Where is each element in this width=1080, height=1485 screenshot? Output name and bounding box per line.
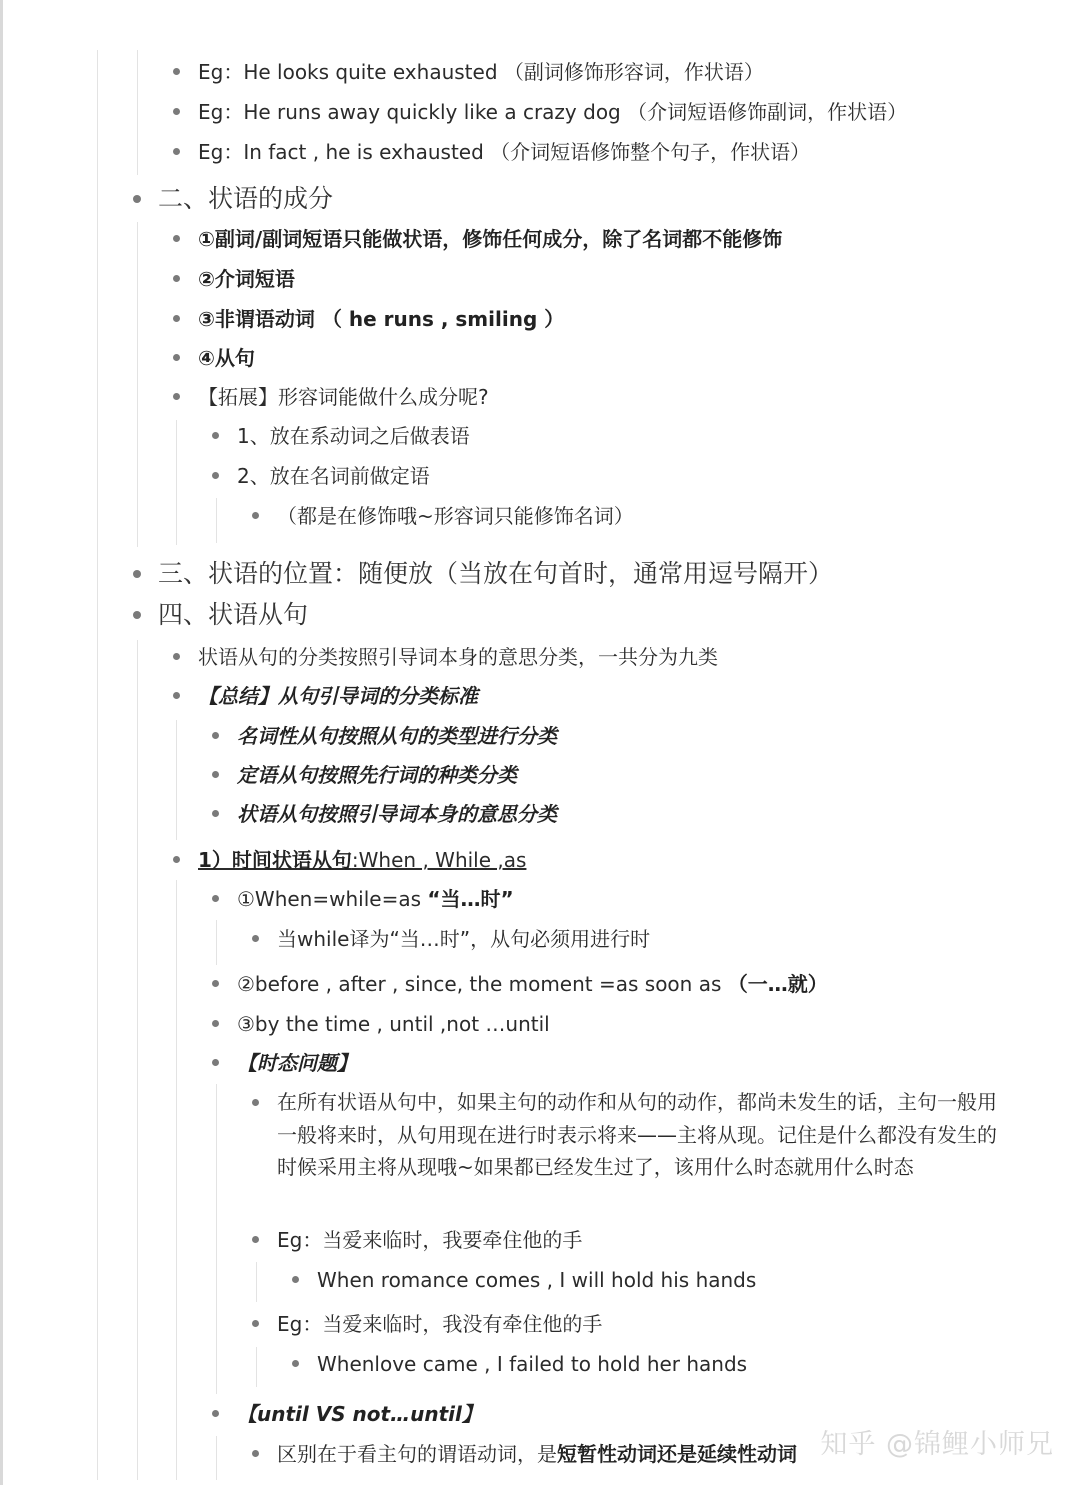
difference-main: 区别在于看主句的谓语动词，是 [277,1442,557,1466]
time-item-bold: “当…时” [427,887,514,911]
bullet-icon [173,148,180,155]
bullet-icon [292,1276,299,1283]
extension-note: （都是在修饰哦~形容词只能修饰名词） [277,504,634,528]
bullet-icon [173,275,180,282]
indent-guide [176,720,177,840]
bullet-icon [252,1320,259,1327]
indent-guide [216,498,217,543]
bullet-icon [212,980,219,987]
bullet-icon [212,1059,219,1066]
summary-item: 名词性从句按照从句的类型进行分类 [237,724,557,748]
time-item-main: ②before , after , since, the moment =as soon as [237,972,728,996]
time-item-note: 当while译为“当…时”，从句必须用进行时 [277,927,651,951]
bullet-icon [212,432,219,439]
bullet-icon [212,810,219,817]
bullet-icon [252,1450,259,1457]
time-item-main: ①When=while=as [237,887,428,911]
section-heading: 二、状语的成分 [158,184,334,213]
tense-title: 【时态问题】 [237,1051,357,1075]
example-line: Eg：当爱来临时，我没有牵住他的手 [277,1312,603,1336]
page-edge [0,0,3,1485]
time-clause-title [198,847,526,873]
time-item: ③by the time , until ,not …until [237,1012,550,1036]
indent-guide [216,920,217,965]
bullet-icon [212,771,219,778]
indent-guide [256,1347,257,1387]
indent-guide [97,50,98,1480]
bullet-icon [133,611,141,619]
difference-bold: 短暂性动词还是延续性动词 [557,1442,797,1466]
extension-label: 【拓展】形容词能做什么成分呢? [198,385,489,409]
example-line: Eg：He runs away quickly like a crazy dog （介词短语修饰副词，作状语） [198,100,908,124]
example-line: Eg：当爱来临时，我要牵住他的手 [277,1228,583,1252]
component-item: ②介词短语 [198,267,295,291]
section-heading: 四、状语从句 [158,600,309,629]
indent-guide [176,880,177,1480]
difference-line [277,1441,797,1467]
indent-guide [216,1084,217,1394]
summary-item: 定语从句按照先行词的种类分类 [237,763,517,787]
summary-title: 【总结】从句引导词的分类标准 [198,684,478,708]
time-item [237,886,514,912]
intro-text: 状语从句的分类按照引导词本身的意思分类，一共分为九类 [198,645,718,669]
bullet-icon [173,653,180,660]
component-item: ③非谓语动词 （ he runs , smiling ） [198,307,565,331]
indent-guide [137,50,138,175]
time-clause-title-rest: :When , While ,as [351,848,527,872]
bullet-icon [292,1360,299,1367]
bullet-icon [133,570,141,578]
component-item: ①副词/副词短语只能做状语，修饰任何成分，除了名词都不能修饰 [198,227,783,251]
bullet-icon [133,195,141,203]
bullet-icon [173,108,180,115]
bullet-icon [252,1099,259,1106]
time-clause-title-bold: 1）时间状语从句 [198,848,352,872]
section-heading: 三、状语的位置：随便放（当放在句首时，通常用逗号隔开） [158,559,834,588]
bullet-icon [173,354,180,361]
time-item [237,971,828,997]
example-line: Eg：He looks quite exhausted （副词修饰形容词，作状语） [198,60,764,84]
bullet-icon [252,1236,259,1243]
indent-guide [256,1262,257,1302]
bullet-icon [212,732,219,739]
bullet-icon [173,692,180,699]
bullet-icon [212,1410,219,1417]
bullet-icon [212,1020,219,1027]
until-title: 【until VS not…until】 [237,1402,482,1426]
bullet-icon [173,235,180,242]
indent-guide [137,640,138,1480]
example-translation: Whenlove came , I failed to hold her hands [317,1352,748,1376]
bullet-icon [173,315,180,322]
example-line: Eg：In fact , he is exhausted （介词短语修饰整个句子，作状语） [198,140,811,164]
bullet-icon [173,68,180,75]
component-item: ④从句 [198,346,255,370]
bullet-icon [252,512,259,519]
bullet-icon [212,472,219,479]
time-item-bold: （一…就） [727,972,828,996]
summary-item: 状语从句按照引导词本身的意思分类 [237,802,557,826]
tense-paragraph: 在所有状语从句中，如果主句的动作和从句的动作，都尚未发生的话，主句一般用一般将来时，从句用现在进行时表示将来——主将从现。记住是什么都没有发生的时候采用主将从现哦~如果都已经发生过了，该用什么时态就用什么时态 [277,1090,997,1179]
indent-guide [176,420,177,545]
bullet-icon [173,393,180,400]
extension-point: 2、放在名词前做定语 [237,464,430,488]
bullet-icon [252,935,259,942]
watermark: 知乎 @锦鲤小师兄 [820,1429,1054,1460]
indent-guide [216,1436,217,1480]
bullet-icon [212,895,219,902]
indent-guide [137,222,138,547]
extension-point: 1、放在系动词之后做表语 [237,424,470,448]
bullet-icon [173,856,180,863]
example-translation: When romance comes , I will hold his hands [317,1268,757,1292]
